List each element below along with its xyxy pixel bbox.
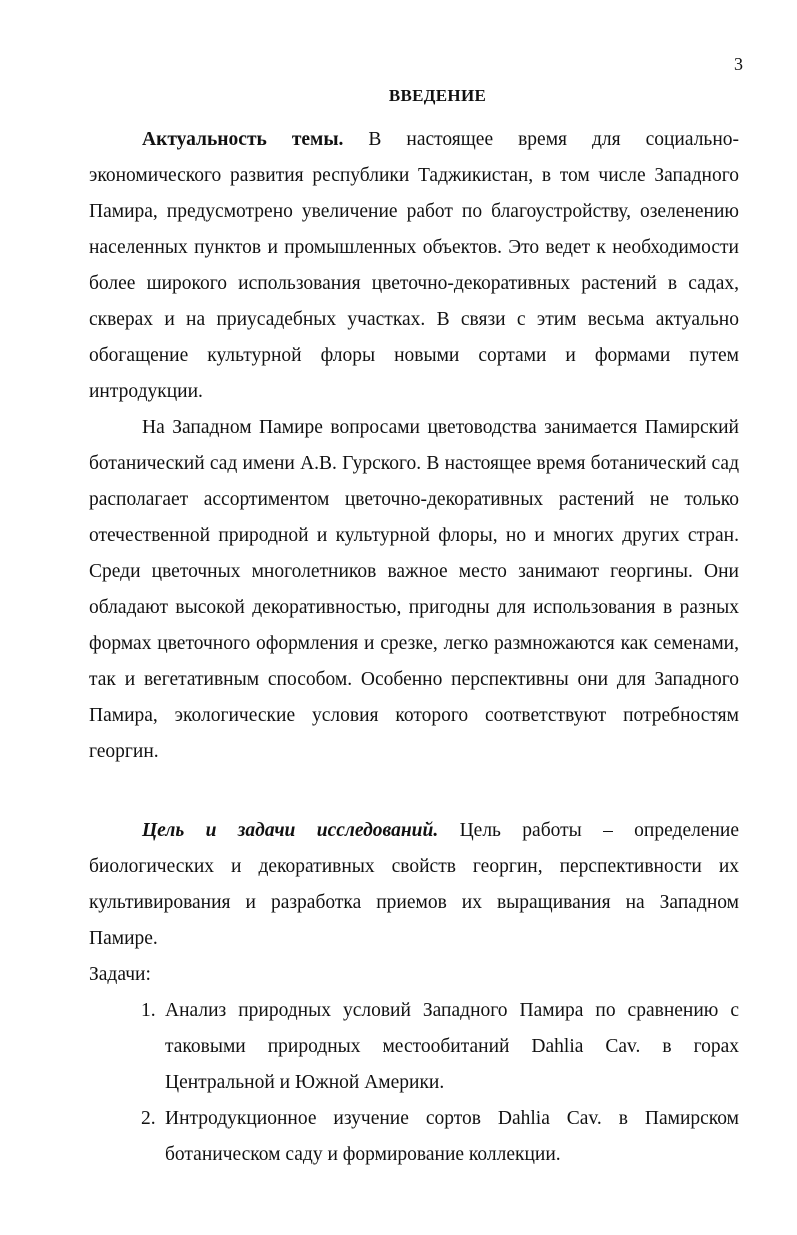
aims-heading: Цель и задачи исследований. xyxy=(142,820,439,841)
relevance-text: В настоящее время для социально-экономического развития республики Таджикистан, в том числе Западного Памира, предусмотрено увеличение работ по благоустройству, озеленению населенных пунктов и промышленных объектов. Это ведет к необходимости более широкого использования цветочно-декоративных растений в садах, скверах и на приусадебных участках. В связи с этим весьма актуально обогащение культурной флоры новыми сортами и формами путем интродукции. xyxy=(89,129,739,402)
tasks-label: Задачи: xyxy=(89,964,151,985)
task-number: 2. xyxy=(141,1108,156,1129)
task-number: 1. xyxy=(141,1000,156,1021)
aims-paragraph xyxy=(89,813,739,957)
task-text: Интродукционное изучение сортов Dahlia Cav. в Памирском ботаническом саду и формирование коллекции. xyxy=(165,1108,739,1165)
task-item xyxy=(89,1101,739,1173)
page-title: ВВЕДЕНИЕ xyxy=(388,86,487,105)
task-text: Анализ природных условий Западного Памира по сравнению с таковыми природных местообитаний Dahlia Cav. в горах Центральной и Южной Америки. xyxy=(165,1000,739,1093)
tasks-list xyxy=(89,993,739,1173)
aims-text: Цель работы – определение биологических и декоративных свойств георгин, перспективности их культивирования и разработка приемов их выращивания на Западном Памире. xyxy=(89,820,740,949)
garden-paragraph: На Западном Памире вопросами цветоводства занимается Памирский ботанический сад имени А.В. Гурского. В настоящее время ботанический сад располагает ассортиментом цветочно-декоративных растений не только отечественной природной и культурной флоры, но и многих других стран. Среди цветочных многолетников важное место занимают георгины. Они обладают высокой декоративностью, пригодны для использования в разных формах цветочного оформления и срезке, легко размножаются как семенами, так и вегетативным способом. Особенно перспективны они для Западного Памира, экологические условия которого соответствуют потребностям георгин. xyxy=(89,417,739,762)
relevance-paragraph xyxy=(89,122,739,410)
document-body xyxy=(89,122,739,1173)
relevance-heading: Актуальность темы. xyxy=(142,129,344,150)
task-item xyxy=(89,993,739,1101)
page-number: 3 xyxy=(734,54,743,74)
